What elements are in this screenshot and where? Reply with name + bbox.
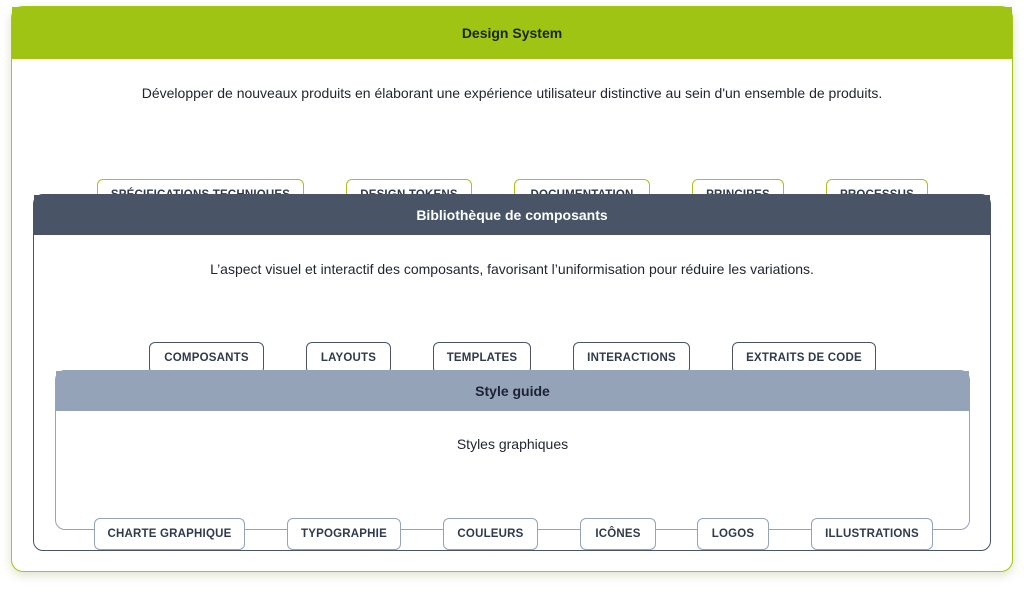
style-guide-header — [56, 371, 969, 411]
tag-extraits-de-code: EXTRAITS DE CODE — [732, 342, 876, 374]
component-library-header — [34, 195, 990, 235]
style-guide-title: Style guide — [475, 383, 550, 399]
component-library-description: L’aspect visuel et interactif des composants, favorisant l’uniformisation pour réduire les variations. — [210, 261, 814, 277]
tag-logos: LOGOS — [697, 518, 769, 550]
design-system-panel — [11, 6, 1013, 572]
design-system-header — [12, 7, 1012, 59]
tag-interactions: INTERACTIONS — [573, 342, 690, 374]
tag-charte-graphique: CHARTE GRAPHIQUE — [94, 518, 245, 550]
component-library-panel — [33, 194, 991, 551]
tag-layouts: LAYOUTS — [306, 342, 391, 374]
tag-couleurs: COULEURS — [443, 518, 538, 550]
style-guide-description: Styles graphiques — [456, 436, 569, 452]
tag-icones: ICÔNES — [580, 518, 656, 550]
component-library-title: Bibliothèque de composants — [416, 207, 608, 223]
tag-typographie: TYPOGRAPHIE — [287, 518, 401, 550]
tag-composants: COMPOSANTS — [149, 342, 264, 374]
design-system-title: Design System — [461, 25, 563, 41]
design-system-description: Développer de nouveaux produits en élaborant une expérience utilisateur distinctive au sein d'un ensemble de produits. — [141, 85, 883, 101]
tag-templates: TEMPLATES — [433, 342, 531, 374]
tag-illustrations: ILLUSTRATIONS — [811, 518, 933, 550]
style-guide-panel — [55, 370, 970, 540]
